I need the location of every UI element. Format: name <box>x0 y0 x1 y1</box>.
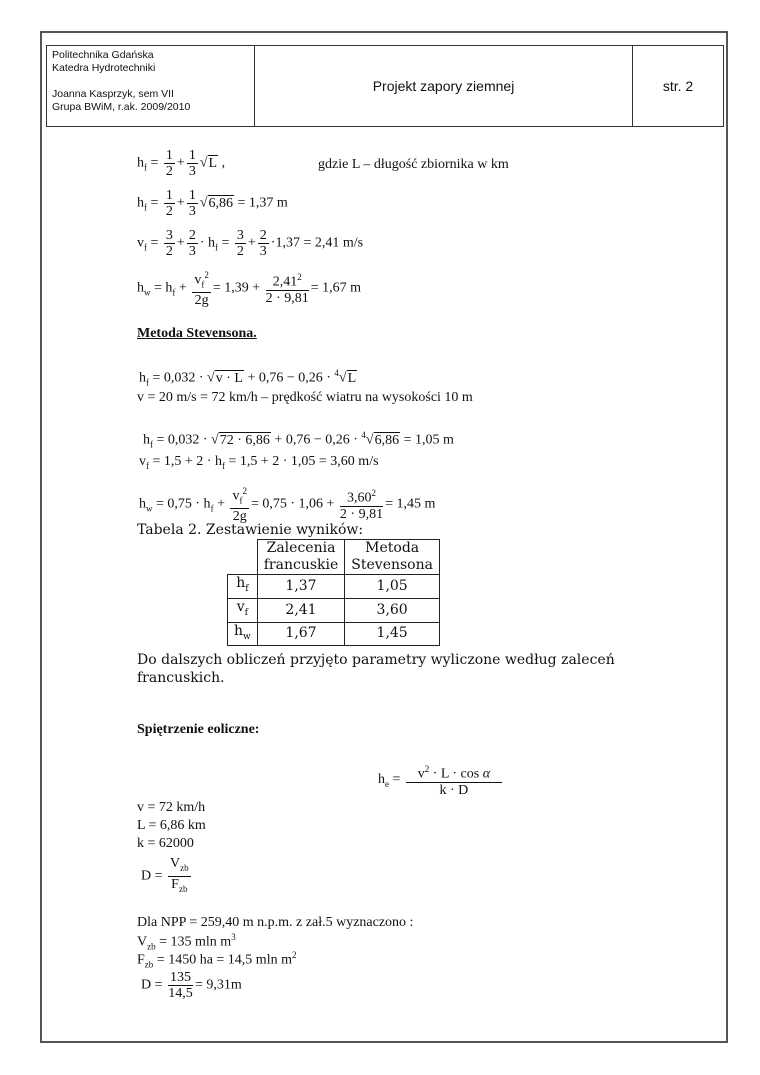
param-L: L = 6,86 km <box>137 818 206 833</box>
formula-hw-calc: $h_w = h_f$ + $\frac{v_f^2}{2g}$ = 1,39 + $\frac{2,41^2}{2 \cdot 9,81}$ = 1,67 m <box>137 270 362 309</box>
stevenson-title: Metoda Stevensona. <box>137 326 257 341</box>
col-header-stevenson: Metoda Stevensona <box>345 540 440 575</box>
formula-note: gdzie L – długość zbiornika w km <box>318 157 509 172</box>
col-header-french: Zalecenia francuskie <box>257 540 345 575</box>
stevenson-formula: $h_f = 0,032 \cdot √v \cdot L + 0,76 - 0,26 \cdot ^4√L$ <box>139 368 357 388</box>
table-row: $h_w$ 1,67 1,45 <box>228 622 440 646</box>
header-author-block <box>47 46 255 126</box>
param-v: v = 72 km/h <box>137 800 206 815</box>
table-row: $v_f$ 2,41 3,60 <box>228 598 440 622</box>
stevenson-vf-calc: $v_f = 1,5 + 2 \cdot h_f = 1,5 + 2 \cdot 1,05 = 3,60$ m/s <box>139 454 379 471</box>
results-table <box>227 539 440 646</box>
param-fzb: $F_{zb} = 1450$ ha = 14,5 mln $m^2$ <box>137 950 297 970</box>
group: Grupa BWiM, r.ak. 2009/2010 <box>52 101 191 113</box>
department: Katedra Hydrotechniki <box>52 62 156 74</box>
conclusion-line-2: francuskich. <box>137 670 225 686</box>
table-caption: Tabela 2. Zestawienie wyników: <box>137 522 364 538</box>
table-header-row <box>228 540 440 575</box>
param-D-calc: D = $\frac{135}{14,5}$ = 9,31m <box>141 970 242 1001</box>
wind-speed: v = 20 m/s = 72 km/h – prędkość wiatru na wysokości 10 m <box>137 390 473 405</box>
formula-hf-calc: $h_f$ = $\frac{1}{2}$ + $\frac{1}{3}$ √6,86 = 1,37 m <box>137 188 288 219</box>
author: Joanna Kasprzyk, sem VII <box>52 88 174 100</box>
document-header <box>46 45 724 127</box>
eolic-title: Spiętrzenie eoliczne: <box>137 722 260 737</box>
stevenson-hf-calc: $h_f = 0,032 \cdot √72 \cdot 6,86 + 0,76 - 0,26 \cdot ^4√6,86 = 1,05$ m <box>143 430 454 450</box>
param-k: k = 62000 <box>137 836 194 851</box>
param-D-def: D = $\frac{V_{zb}}{F_{zb}}$ <box>141 856 189 894</box>
stevenson-hw-calc: $h_w = 0,75 \cdot h_f$ + $\frac{v_f^2}{2g}$ = 0,75 · 1,06 + $\frac{3,60^2}{2 \cdot 9,81}$ = 1,45 m <box>139 486 436 525</box>
page-number: str. 2 <box>662 78 694 94</box>
table-row: $h_f$ 1,37 1,05 <box>228 575 440 599</box>
university: Politechnika Gdańska <box>52 49 154 61</box>
formula-hf-general: $h_f$ = $\frac{1}{2}$ + $\frac{1}{3}$ √L , <box>137 148 226 179</box>
npp-statement: Dla NPP = 259,40 m n.p.m. z zał.5 wyznaczono : <box>137 915 414 930</box>
formula-vf-calc: $v_f$ = $\frac{3}{2}$ + $\frac{2}{3}$ · $h_f$ = $\frac{3}{2}$ + $\frac{2}{3}$ ·1,37 = 2,41 m/s <box>137 228 364 259</box>
param-vzb: $V_{zb} = 135$ mln $m^3$ <box>137 932 236 952</box>
conclusion-line-1: Do dalszych obliczeń przyjęto parametry wyliczone według zaleceń <box>137 652 615 668</box>
project-title: Projekt zapory ziemnej <box>255 46 633 126</box>
eolic-formula: $h_e$ = $\frac{v^2 \cdot L \cdot \cos \alpha}{k \cdot D}$ <box>378 762 504 798</box>
